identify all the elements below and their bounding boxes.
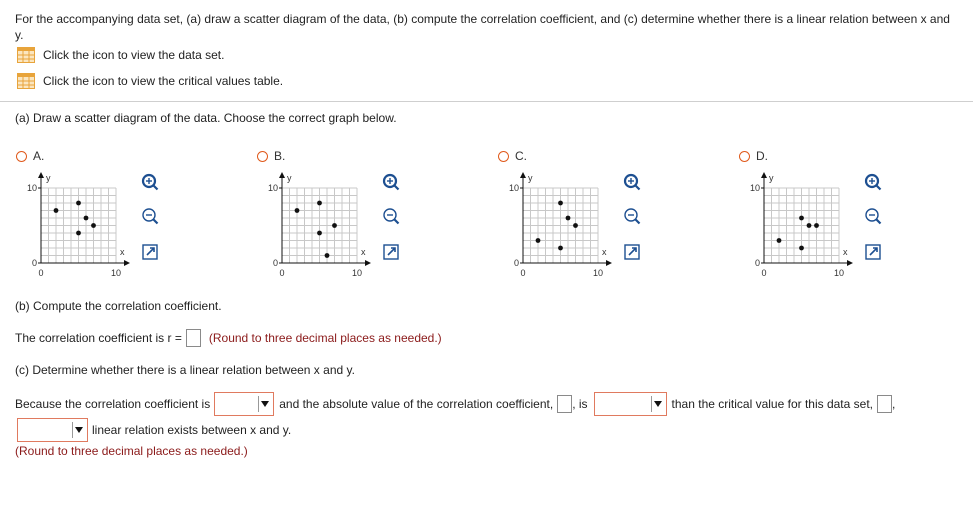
option-letter: C. [515, 149, 527, 163]
correlation-sentence [15, 329, 442, 347]
y-axis-arrow [38, 172, 44, 178]
data-point [317, 201, 322, 206]
zoom-out-icon[interactable] [141, 207, 159, 225]
y-axis-arrow [761, 172, 767, 178]
round-note: (Round to three decimal places as needed.) [208, 331, 442, 345]
x-min-tick-label: 0 [520, 268, 526, 277]
x-axis-arrow [606, 260, 612, 266]
option-c[interactable] [498, 149, 527, 163]
data-point [84, 216, 89, 221]
data-point [573, 223, 578, 228]
sentence-seg5: , [892, 397, 896, 411]
table-icon[interactable] [17, 47, 35, 63]
data-point [558, 201, 563, 206]
x-max-tick-label: 10 [351, 268, 363, 277]
expand-icon[interactable] [864, 243, 882, 261]
data-set-link[interactable] [17, 47, 224, 63]
dropdown-arrow-icon[interactable] [651, 396, 664, 412]
correlation-label: The correlation coefficient is r = [15, 331, 182, 345]
data-point [566, 216, 571, 221]
data-point [777, 238, 782, 243]
data-point [295, 208, 300, 213]
sentence-seg6: linear relation exists between x and y. [92, 423, 292, 437]
y-axis-label: y [287, 173, 292, 183]
data-point [317, 231, 322, 236]
x-axis-arrow [365, 260, 371, 266]
option-letter: A. [33, 149, 45, 163]
zoom-out-icon[interactable] [382, 207, 400, 225]
option-a[interactable] [16, 149, 44, 163]
conclusion-sentence-line2 [17, 418, 291, 442]
data-point [807, 223, 812, 228]
scatter-graph [15, 172, 135, 277]
y-axis-label: y [769, 173, 774, 183]
data-point [76, 201, 81, 206]
data-point [814, 223, 819, 228]
zoom-in-icon[interactable] [141, 173, 159, 191]
y-min-tick-label: 0 [513, 258, 519, 268]
round-note-c: (Round to three decimal places as needed.) [15, 444, 248, 458]
sentence-seg3: , is [572, 397, 588, 411]
zoom-in-icon[interactable] [623, 173, 641, 191]
data-point [799, 246, 804, 251]
part-b-prompt: (b) Compute the correlation coefficient. [15, 299, 222, 313]
y-min-tick-label: 0 [272, 258, 278, 268]
y-max-tick-label: 10 [508, 183, 519, 193]
correlation-answer-box[interactable] [186, 329, 201, 347]
zoom-in-icon[interactable] [864, 173, 882, 191]
y-axis-arrow [520, 172, 526, 178]
comparison-dropdown[interactable] [594, 392, 667, 416]
sentence-seg1: Because the correlation coefficient is [15, 397, 211, 411]
option-letter: D. [756, 149, 768, 163]
data-point [332, 223, 337, 228]
x-max-tick-label: 10 [592, 268, 604, 277]
correlation-direction-dropdown[interactable] [214, 392, 274, 416]
x-max-tick-label: 10 [110, 268, 122, 277]
x-axis-arrow [847, 260, 853, 266]
zoom-out-icon[interactable] [623, 207, 641, 225]
sentence-seg2: and the absolute value of the correlation coefficient, [279, 397, 554, 411]
expand-icon[interactable] [623, 243, 641, 261]
critical-values-link[interactable] [17, 73, 283, 89]
option-d[interactable] [739, 149, 768, 163]
radio-button[interactable] [739, 151, 750, 162]
y-min-tick-label: 0 [31, 258, 37, 268]
radio-button[interactable] [498, 151, 509, 162]
expand-icon[interactable] [382, 243, 400, 261]
x-min-tick-label: 0 [761, 268, 767, 277]
question-intro: For the accompanying data set, (a) draw a scatter diagram of the data, (b) compute the correlation coefficient, and (c) determine whether there is a linear relation between x and y. [15, 12, 950, 42]
zoom-out-icon[interactable] [864, 207, 882, 225]
scatter-graph [497, 172, 617, 277]
y-max-tick-label: 10 [267, 183, 278, 193]
scatter-graph [256, 172, 376, 277]
dropdown-arrow-icon[interactable] [72, 422, 85, 438]
table-icon[interactable] [17, 73, 35, 89]
sentence-seg4: than the critical value for this data set, [671, 397, 873, 411]
dropdown-arrow-icon[interactable] [258, 396, 271, 412]
x-max-tick-label: 10 [833, 268, 845, 277]
x-axis-label: x [602, 247, 607, 257]
critical-value-answer-box[interactable] [877, 395, 892, 413]
y-axis-arrow [279, 172, 285, 178]
critical-values-link-label[interactable]: Click the icon to view the critical values table. [43, 74, 284, 88]
zoom-in-icon[interactable] [382, 173, 400, 191]
y-axis-label: y [528, 173, 533, 183]
absolute-r-answer-box[interactable] [557, 395, 572, 413]
x-axis-arrow [124, 260, 130, 266]
data-point [76, 231, 81, 236]
y-axis-label: y [46, 173, 51, 183]
y-max-tick-label: 10 [26, 183, 37, 193]
x-min-tick-label: 0 [38, 268, 44, 277]
data-point [91, 223, 96, 228]
x-axis-label: x [361, 247, 366, 257]
section-divider [0, 101, 973, 102]
data-point [54, 208, 59, 213]
option-b[interactable] [257, 149, 285, 163]
x-min-tick-label: 0 [279, 268, 285, 277]
expand-icon[interactable] [141, 243, 159, 261]
data-set-link-label[interactable]: Click the icon to view the data set. [43, 48, 225, 62]
relation-exists-dropdown[interactable] [17, 418, 88, 442]
option-letter: B. [274, 149, 286, 163]
part-a-prompt: (a) Draw a scatter diagram of the data. Choose the correct graph below. [15, 111, 397, 125]
radio-button[interactable] [16, 151, 27, 162]
radio-button[interactable] [257, 151, 268, 162]
data-point [536, 238, 541, 243]
conclusion-sentence-line1 [15, 392, 895, 416]
x-axis-label: x [843, 247, 848, 257]
data-point [799, 216, 804, 221]
data-point [558, 246, 563, 251]
data-point [325, 253, 330, 258]
y-min-tick-label: 0 [754, 258, 760, 268]
y-max-tick-label: 10 [749, 183, 760, 193]
x-axis-label: x [120, 247, 125, 257]
part-c-prompt: (c) Determine whether there is a linear relation between x and y. [15, 363, 355, 377]
scatter-graph [738, 172, 858, 277]
